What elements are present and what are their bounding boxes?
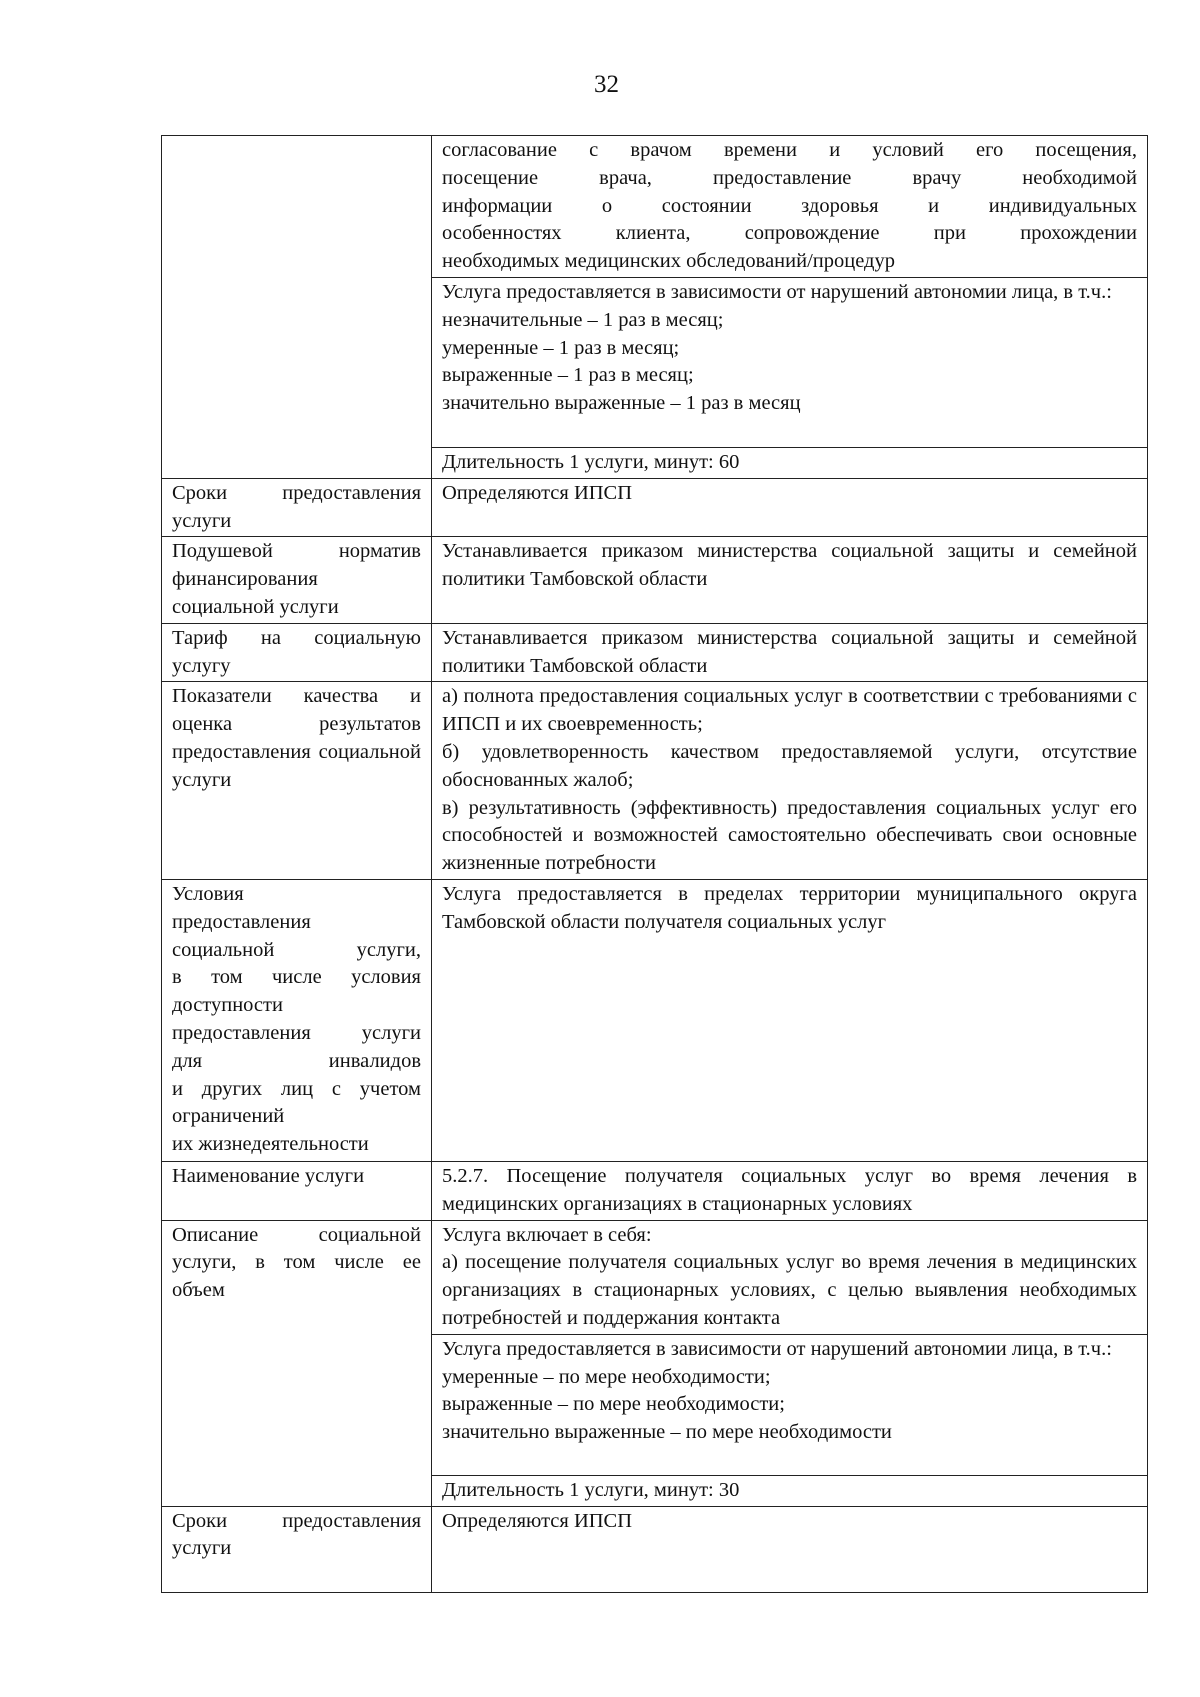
service-name-label: Наименование услуги — [162, 1161, 432, 1220]
label-line: в том числе условия — [172, 966, 421, 989]
quality-item: в) результативность (эффективность) предоставления социальных услуг его способностей и возможностей самостоятельно обеспечивать свои основные жизненные потребности — [442, 796, 1137, 875]
table-row — [162, 537, 1148, 623]
table-row — [162, 623, 1148, 682]
autonomy-item: умеренные – по мере необходимости; — [442, 1365, 771, 1388]
page-number: 32 — [594, 71, 619, 98]
table-row — [162, 879, 1148, 1161]
text-line: особенностях клиента, сопровождение при прохождении — [442, 222, 1137, 245]
text-line: посещение врача, предоставление врачу необходимой — [442, 166, 1137, 189]
table-row — [162, 682, 1148, 880]
quality-item: а) полнота предоставления социальных услуг в соответствии с требованиями с ИПСП и их своевременность; — [442, 685, 1137, 736]
table-row — [162, 136, 1148, 278]
service-name-value: 5.2.7. Посещение получателя социальных услуг во время лечения в медицинских организациях в стационарных условиях — [432, 1161, 1148, 1220]
label-line: для инвалидов — [172, 1049, 421, 1072]
conditions-label — [162, 879, 432, 1161]
autonomy-item: незначительные – 1 раз в месяц; — [442, 308, 724, 331]
description-intro: Услуга включает в себя: — [442, 1223, 652, 1246]
label-line: ограничений — [172, 1105, 285, 1128]
label-line: предоставления — [172, 910, 311, 933]
quality-label: Показатели качества и оценка результатов предоставления социальной услуги — [162, 682, 432, 880]
autonomy-item: значительно выраженные – по мере необходимости — [442, 1421, 892, 1444]
service-description-label: Описание социальной услуги, в том числе ее объем — [162, 1220, 432, 1506]
autonomy-item: выраженные – по мере необходимости; — [442, 1393, 785, 1416]
duration-cell: Длительность 1 услуги, минут: 60 — [432, 447, 1148, 478]
tariff-value: Устанавливается приказом министерства социальной защиты и семейной политики Тамбовской области — [432, 623, 1148, 682]
autonomy-cell — [432, 277, 1148, 447]
service-autonomy-cell — [432, 1334, 1148, 1475]
quality-item: б) удовлетворенность качеством предоставляемой услуги, отсутствие обоснованных жалоб; — [442, 740, 1137, 791]
label-line: и других лиц с учетом — [172, 1077, 421, 1100]
autonomy-intro: Услуга предоставляется в зависимости от нарушений автономии лица, в т.ч.: — [442, 1337, 1112, 1360]
text-line: необходимых медицинских обследований/процедур — [442, 250, 895, 273]
conditions-value: Услуга предоставляется в пределах территории муниципального округа Тамбовской области получателя социальных услуг — [432, 879, 1148, 1161]
description-item: а) посещение получателя социальных услуг во время лечения в медицинских организациях в стационарных условиях, с целью выявления необходимых потребностей и поддержания контакта — [442, 1251, 1137, 1329]
table-row — [162, 478, 1148, 537]
autonomy-intro: Услуга предоставляется в зависимости от нарушений автономии лица, в т.ч.: — [442, 280, 1112, 303]
service-duration-cell: Длительность 1 услуги, минут: 30 — [432, 1475, 1148, 1506]
text-line: согласование с врачом времени и условий его посещения, — [442, 139, 1137, 161]
financing-value: Устанавливается приказом министерства социальной защиты и семейной политики Тамбовской области — [432, 537, 1148, 623]
text-line: информации о состоянии здоровья и индивидуальных — [442, 194, 1137, 217]
empty-label-cell — [162, 136, 432, 479]
autonomy-item: значительно выраженные – 1 раз в месяц — [442, 392, 801, 415]
label-line: предоставления услуги — [172, 1021, 421, 1044]
service-terms-label: Сроки предоставления услуги — [162, 1506, 432, 1592]
tariff-label: Тариф на социальную услугу — [162, 623, 432, 682]
label-line: Условия — [172, 882, 244, 905]
continuation-cell — [432, 136, 1148, 278]
autonomy-item: выраженные – 1 раз в месяц; — [442, 364, 694, 387]
autonomy-item: умеренные – 1 раз в месяц; — [442, 336, 680, 359]
table-row — [162, 1506, 1148, 1592]
label-line: их жизнедеятельности — [172, 1133, 369, 1156]
terms-label: Сроки предоставления услуги — [162, 478, 432, 537]
financing-label: Подушевой норматив финансирования социальной услуги — [162, 537, 432, 623]
service-terms-value: Определяются ИПСП — [432, 1506, 1148, 1592]
table-row — [162, 1161, 1148, 1220]
label-line: социальной услуги, — [172, 938, 421, 961]
terms-value: Определяются ИПСП — [432, 478, 1148, 537]
service-standard-table — [161, 135, 1148, 1593]
quality-value — [432, 682, 1148, 880]
label-line: доступности — [172, 994, 283, 1017]
table-row — [162, 1220, 1148, 1334]
service-description-value — [432, 1220, 1148, 1334]
